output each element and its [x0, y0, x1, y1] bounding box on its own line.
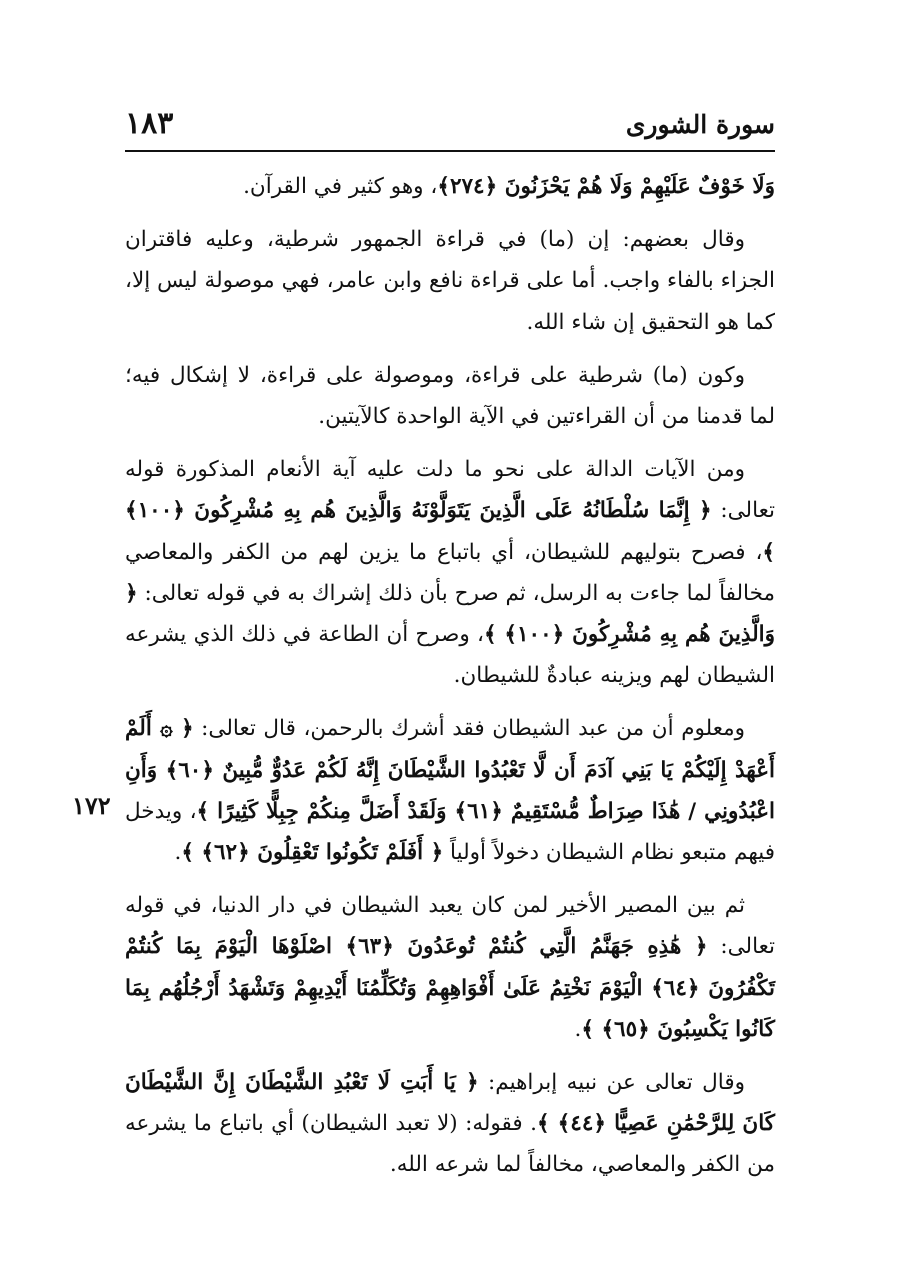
running-header — [125, 104, 775, 152]
quran-quote: ﴿ إِنَّمَا سُلْطَانُهُ عَلَى الَّذِينَ يَتَوَلَّوْنَهُ وَالَّذِينَ هُم بِهِ مُشْرِكُونَ ﴿١٠٠﴾ ﴾ — [125, 498, 775, 565]
surah-title: سورة الشورى — [625, 110, 775, 139]
quran-quote: ﴿ يَا أَبَتِ لَا تَعْبُدِ الشَّيْطَانَ إِنَّ الشَّيْطَانَ كَانَ لِلرَّحْمَٰنِ عَصِيًّا ﴿٤٤﴾ ﴾ — [125, 1070, 775, 1137]
paragraph — [125, 708, 775, 873]
quran-quote: ﴿ هَٰذِهِ جَهَنَّمُ الَّتِي كُنتُمْ تُوعَدُونَ ﴿٦٣﴾ اصْلَوْهَا الْيَوْمَ بِمَا كُنتُمْ تَكْفُرُونَ ﴿٦٤﴾ الْيَوْمَ نَخْتِمُ عَلَىٰ أَفْوَاهِهِمْ وَتُكَلِّمُنَا أَيْدِيهِمْ وَتَشْهَدُ أَرْجُلُهُم بِمَا كَانُوا يَكْسِبُونَ ﴿٦٥﴾ ﴾ — [125, 934, 775, 1042]
paragraph-text: . فقوله: (لا تعبد الشيطان) أي باتباع ما يشرعه من الكفر والمعاصي، مخالفاً لما شرعه الله. — [125, 1111, 775, 1178]
paragraph-text: ، وهو كثير في القرآن. — [243, 174, 438, 199]
paragraph — [125, 166, 775, 207]
page-number: ١٨٣ — [125, 106, 174, 141]
paragraph-text: ومعلوم أن من عبد الشيطان فقد أشرك بالرحمن، قال تعالى: — [193, 716, 745, 742]
quran-quote: وَلَا خَوْفٌ عَلَيْهِمْ وَلَا هُمْ يَحْزَنُونَ ﴿٢٧٤﴾ — [437, 174, 775, 199]
paragraph — [125, 355, 775, 437]
paragraph-text: وكون (ما) شرطية على قراءة، وموصولة على قراءة، لا إشكال فيه؛ لما قدمنا من أن القراءتين في الآية الواحدة كالآيتين. — [125, 362, 775, 430]
paragraph-text: وقال بعضهم: إن (ما) في قراءة الجمهور شرطية، وعليه فاقتران الجزاء بالفاء واجب. أما على قراءة نافع وابن عامر، فهي موصولة ليس إلا، كما هو التحقيق إن شاء الله. — [125, 227, 775, 335]
paragraph — [125, 449, 775, 696]
quran-quote: ﴿ أَفَلَمْ تَكُونُوا تَعْقِلُونَ ﴿٦٢﴾ ﴾ — [181, 840, 444, 866]
quran-quote: ﴿ ۞ أَلَمْ أَعْهَدْ إِلَيْكُمْ يَا بَنِي آدَمَ أَن لَّا تَعْبُدُوا الشَّيْطَانَ إِنَّهُ لَكُمْ عَدُوٌّ مُّبِينٌ ﴿٦٠﴾ وَأَنِ اعْبُدُونِي / هَٰذَا صِرَاطٌ مُّسْتَقِيمٌ ﴿٦١﴾ وَلَقَدْ أَضَلَّ مِنكُمْ جِبِلًّا كَثِيرًا ﴾ — [125, 716, 775, 824]
paragraph — [125, 885, 775, 1050]
quran-quote: ﴿ وَالَّذِينَ هُم بِهِ مُشْرِكُونَ ﴿١٠٠﴾ ﴾ — [125, 580, 776, 648]
margin-page-reference: ١٧٢ — [72, 791, 111, 820]
paragraph-text: ثم بين المصير الأخير لمن كان يعبد الشيطان في دار الدنيا، في قوله تعالى: — [125, 893, 775, 960]
paragraph-text: ومن الآيات الدالة على نحو ما دلت عليه آية الأنعام المذكورة قوله تعالى: — [125, 457, 775, 524]
paragraph — [125, 1062, 775, 1186]
body-text — [125, 166, 775, 1198]
paragraph-text: وقال تعالى عن نبيه إبراهيم: — [478, 1070, 745, 1096]
paragraph-text: . — [174, 840, 182, 866]
paragraph-text: ، ويدخل فيهم متبعو نظام الشيطان دخولاً أولياً — [125, 798, 775, 866]
paragraph-text: ، فصرح بتوليهم للشيطان، أي باتباع ما يزين لهم من الكفر والمعاصي مخالفاً لما جاءت به الرسل، ثم صرح بأن ذلك إشراك به في قوله تعالى: — [125, 539, 775, 606]
paragraph — [125, 219, 775, 343]
paragraph-text: ، وصرح أن الطاعة في ذلك الذي يشرعه الشيطان لهم ويزينه عبادةٌ للشيطان. — [125, 622, 775, 689]
paragraph-text: . — [574, 1016, 582, 1042]
